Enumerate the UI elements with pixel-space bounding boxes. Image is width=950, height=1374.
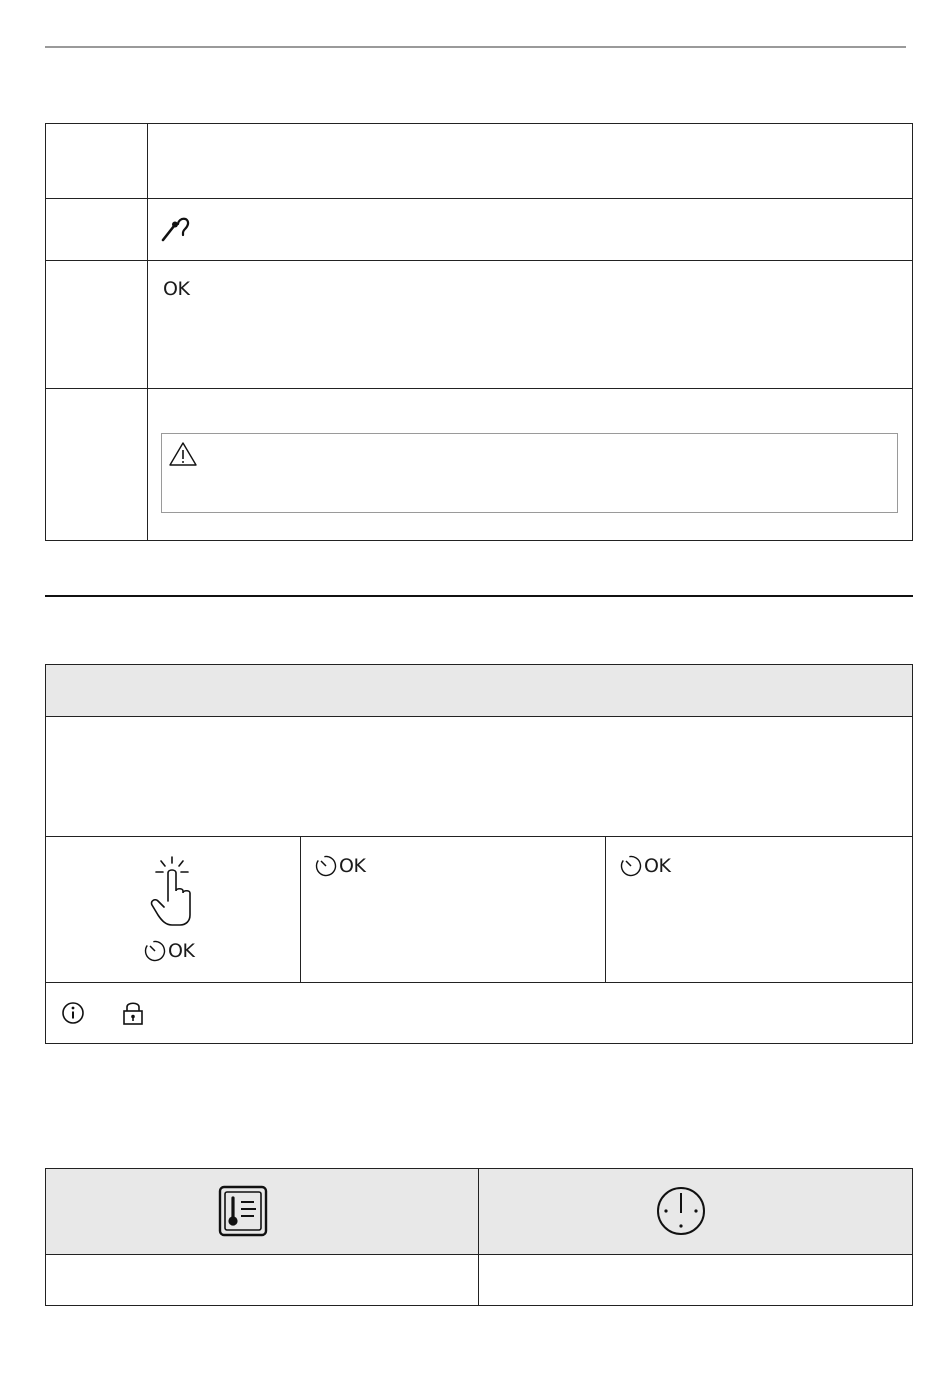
lock-icon [121, 1000, 145, 1026]
column-divider [605, 836, 606, 982]
info-icon [61, 1001, 85, 1025]
table-header [46, 665, 912, 717]
timer-icon [315, 855, 337, 877]
ok-button-symbol: OK [644, 854, 671, 877]
hand-tap-icon [146, 855, 198, 929]
thermometer-display-icon [218, 1185, 268, 1237]
ok-button-symbol: OK [339, 854, 366, 877]
row-divider [46, 836, 912, 837]
section-rule [45, 595, 913, 597]
warning-box [161, 433, 898, 513]
ok-button-symbol: OK [168, 939, 195, 962]
meat-probe-icon [161, 215, 199, 243]
timer-icon [620, 855, 642, 877]
clock-icon [655, 1185, 707, 1237]
top-rule [45, 46, 906, 48]
row-divider [46, 198, 912, 199]
timer-ok-symbol [144, 940, 194, 962]
column-divider [147, 124, 148, 540]
row-divider [46, 260, 912, 261]
timer-icon [144, 940, 166, 962]
timer-ok-symbol [620, 855, 670, 877]
column-divider [478, 1169, 479, 1305]
warning-triangle-icon [168, 440, 198, 468]
display-icons-table [45, 1168, 913, 1306]
column-divider [300, 836, 301, 982]
ok-button-symbol: OK [163, 278, 190, 300]
row-divider [46, 388, 912, 389]
timer-ok-symbol [315, 855, 365, 877]
settings-table [45, 123, 913, 541]
table-header [46, 1169, 912, 1255]
timer-procedure-table [45, 664, 913, 1044]
row-divider [46, 982, 912, 983]
